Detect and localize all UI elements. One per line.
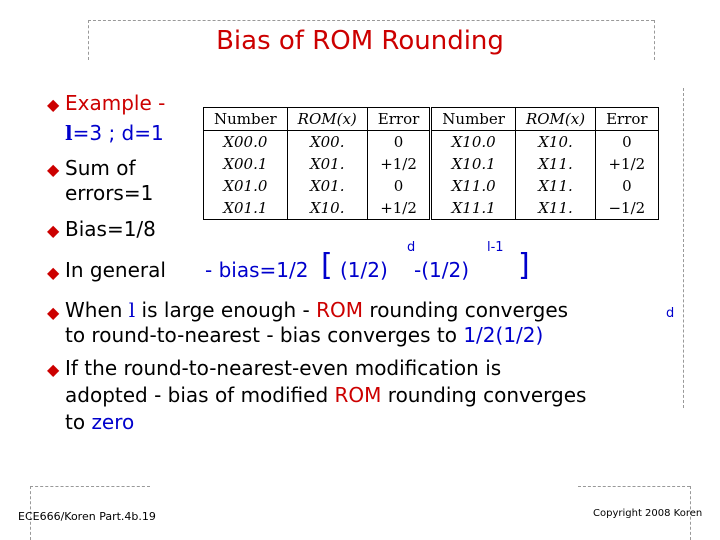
table-header-cell: Number [431,108,516,131]
bracket-open: [ [321,248,333,283]
table-cell: 0 [622,133,632,151]
table-header-cell: Number [204,108,288,131]
table-cell: −1/2 [608,199,646,217]
diamond-bullet-icon: ◆ [47,95,60,114]
table-cell: X01.0 [204,175,288,197]
bias-formula-c: -(1/2) [414,258,470,282]
bullet-when-line2: to round-to-nearest - bias converges to 1/2(1/2) [65,323,544,347]
table-cell: X10.1 [431,153,516,175]
table-cell: X01. [287,175,367,197]
diamond-bullet-icon: ◆ [47,263,60,282]
bullet-bias: Bias=1/8 [65,217,156,241]
table-cell: X01. [287,153,367,175]
table-cell: +1/2 [367,153,431,175]
table-cell: X10. [515,131,595,154]
rom-rounding-table [203,107,659,220]
table-cell: 0 [622,177,632,195]
bullet-sum-line1: Sum of [65,156,136,180]
table-header-cell: ROM(x) [515,108,595,131]
table-cell: X10.0 [431,131,516,154]
converges-sup-d: d [666,306,675,321]
table-cell: X10. [287,197,367,220]
bullet-if-line1: If the round-to-nearest-even modification is [65,356,502,380]
diamond-bullet-icon: ◆ [47,221,60,240]
footer-left-border [30,486,150,487]
table-header-cell: Error [596,108,659,131]
table-cell: +1/2 [608,155,646,173]
table-header-row [204,108,659,131]
bias-formula-b: (1/2) [340,258,388,282]
diamond-bullet-icon: ◆ [47,360,60,379]
slide-title: Bias of ROM Rounding [216,26,504,56]
bullet-example-line1: Example - [65,91,166,115]
table-row [204,197,659,220]
table-cell: X00. [287,131,367,154]
footer-course-label: ECE666/Koren Part.4b.19 [18,510,156,523]
table-row [204,175,659,197]
bullet-if-line2: adopted - bias of modified ROM rounding converges [65,383,587,407]
bracket-close: ] [518,248,530,283]
table-cell: X11.0 [431,175,516,197]
bullet-sum-line2: errors=1 [65,181,154,205]
table-cell: X11.1 [431,197,516,220]
table-cell: X01.1 [204,197,288,220]
bias-formula-sup-l: l-1 [487,240,504,255]
footer-copyright: Copyright 2008 Koren [593,508,703,519]
bias-formula-sup-d: d [407,240,416,255]
bullet-when-line1: When l is large enough - ROM rounding converges [65,298,569,322]
table-cell: 0 [367,175,431,197]
bias-formula-a: - bias=1/2 [205,258,309,282]
table-cell: X11. [515,153,595,175]
frame-right-border-lower [683,88,684,408]
table-cell: X11. [515,197,595,220]
footer-right-border [578,486,690,487]
table-cell: 0 [367,131,431,154]
frame-top-border [88,20,654,21]
table-header-cell: ROM(x) [287,108,367,131]
table-cell: X11. [515,175,595,197]
table-cell: X00.1 [204,153,288,175]
diamond-bullet-icon: ◆ [47,303,60,322]
bullet-if-line3: to zero [65,410,135,434]
table-cell: X00.0 [204,131,288,154]
table-row [204,131,659,154]
bullet-general-label: In general [65,258,166,282]
table-cell: +1/2 [367,197,431,220]
diamond-bullet-icon: ◆ [47,160,60,179]
table-row [204,153,659,175]
bullet-example-line2: l=3 ; d=1 [65,121,164,145]
table-header-cell: Error [367,108,431,131]
